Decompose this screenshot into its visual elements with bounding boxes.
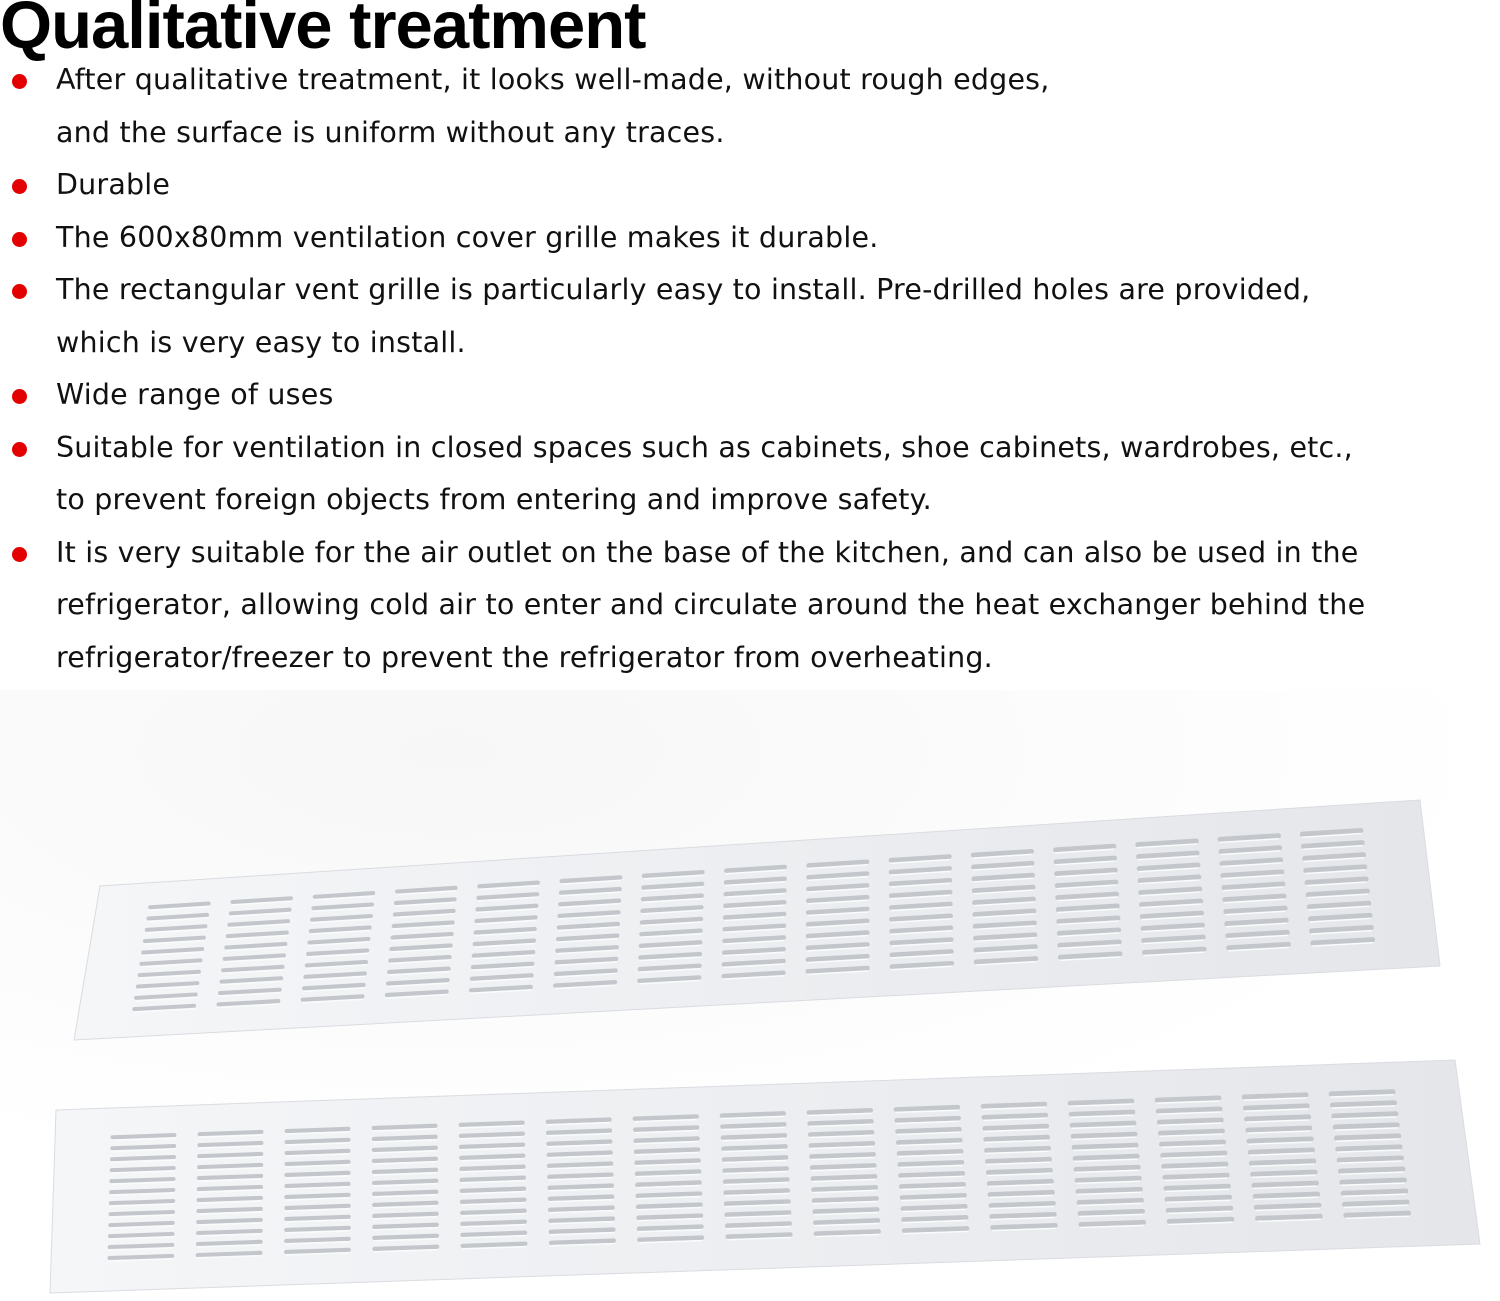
grille-slot	[1255, 1194, 1318, 1196]
feature-text: After qualitative treatment, it looks well-made, without rough edges, and the surface is uniform without any traces.	[56, 63, 1050, 149]
grille-slot	[110, 1223, 172, 1225]
feature-item	[0, 422, 1500, 527]
product-photo	[0, 690, 1500, 1297]
grille-slot	[1251, 1161, 1313, 1163]
grille-slot	[1159, 1120, 1221, 1122]
red-dot-icon	[12, 389, 27, 404]
grille-slot	[374, 1203, 436, 1205]
grille-slot	[374, 1159, 436, 1161]
grille-slot	[722, 1124, 784, 1126]
grille-slot	[985, 1126, 1047, 1128]
grille-slot	[1334, 1114, 1396, 1116]
grille-slot	[1343, 1191, 1406, 1193]
grille-slot	[1250, 1150, 1312, 1152]
grille-slot	[286, 1195, 348, 1197]
grille-slot	[983, 1104, 1045, 1106]
grille-slot	[1342, 1180, 1404, 1182]
grille-slot	[286, 1228, 349, 1230]
grille-slot	[462, 1189, 524, 1191]
grille-slot	[199, 1154, 261, 1156]
grille-slot	[199, 1176, 261, 1178]
grille-slot	[726, 1190, 788, 1192]
grille-slot	[899, 1151, 961, 1153]
grille-slot	[374, 1181, 436, 1183]
grille-slot	[903, 1206, 966, 1208]
feature-list	[0, 54, 1500, 684]
grille-slot	[1076, 1167, 1138, 1169]
grille-slot	[1249, 1139, 1311, 1141]
grille-slot	[548, 1120, 610, 1122]
grille-slot	[199, 1198, 261, 1200]
grille-slot	[111, 1212, 173, 1214]
grille-slot	[637, 1183, 699, 1185]
grille-slot	[1337, 1136, 1399, 1138]
grille-slot	[287, 1140, 349, 1142]
grille-slot	[1163, 1153, 1225, 1155]
grille-slot	[1253, 1172, 1315, 1174]
grille-slot	[1341, 1169, 1403, 1171]
grille-slot	[636, 1139, 698, 1141]
grille-slot	[111, 1201, 173, 1203]
grille-slot	[109, 1256, 172, 1258]
grille-slot	[1346, 1213, 1409, 1215]
grille-slot	[1345, 1202, 1408, 1204]
grille-slot	[635, 1117, 697, 1119]
grille-slot	[987, 1159, 1049, 1161]
grille-slot	[112, 1168, 174, 1170]
grille-slot	[724, 1157, 786, 1159]
grille-slot	[639, 1238, 702, 1240]
grille-slot	[110, 1234, 173, 1236]
grille-slot	[990, 1192, 1052, 1194]
grille-slot	[198, 1209, 260, 1211]
grille-slot	[1258, 1216, 1321, 1218]
grille-slot	[1165, 1175, 1227, 1177]
grille-slot	[1075, 1156, 1137, 1158]
grille-slot	[286, 1206, 348, 1208]
grille-slot	[1073, 1134, 1135, 1136]
grille-slot	[814, 1198, 876, 1200]
grille-slot	[550, 1208, 612, 1210]
grille-slot	[638, 1194, 700, 1196]
grille-slot	[727, 1213, 790, 1215]
grille-slot	[811, 1143, 873, 1145]
grille-slot	[992, 1214, 1055, 1216]
grille-slot	[1338, 1147, 1400, 1149]
grille-slot	[462, 1200, 524, 1202]
grille-slot	[286, 1173, 348, 1175]
grille-slot	[1157, 1098, 1219, 1100]
grille-slot	[815, 1220, 878, 1222]
grille-slot	[723, 1135, 785, 1137]
feature-item	[0, 212, 1500, 265]
feature-text: The rectangular vent grille is particularly easy to install. Pre-drilled holes are provided, which is very easy to install.	[56, 273, 1311, 359]
grille-slot	[984, 1115, 1046, 1117]
grille-slot	[638, 1205, 700, 1207]
grille-slot	[987, 1148, 1049, 1150]
grille-slot	[813, 1176, 875, 1178]
grille-slot	[461, 1167, 523, 1169]
grille-slot	[548, 1142, 610, 1144]
page-title: Qualitative treatment	[0, 0, 646, 63]
grille-slot	[635, 1128, 697, 1130]
grille-slot	[1072, 1123, 1134, 1125]
grille-slot	[896, 1107, 958, 1109]
grille-slot	[461, 1134, 523, 1136]
grille-slot	[1077, 1178, 1139, 1180]
grille-slot	[548, 1131, 610, 1133]
grille-slot	[1074, 1145, 1136, 1147]
grille-slot	[198, 1242, 261, 1244]
grille-slot	[726, 1202, 788, 1204]
grille-slot	[991, 1203, 1054, 1205]
feature-item	[0, 159, 1500, 212]
grille-slot	[1256, 1205, 1319, 1207]
grille-slot	[1164, 1164, 1226, 1166]
grille-slot	[374, 1137, 436, 1139]
grille-slot	[1081, 1222, 1144, 1224]
grille-slot	[199, 1143, 261, 1145]
grille-slot	[112, 1146, 174, 1148]
grille-slot	[287, 1162, 349, 1164]
grille-slot	[637, 1172, 699, 1174]
grille-slot	[374, 1170, 436, 1172]
grille-slot	[637, 1161, 699, 1163]
feature-text: Suitable for ventilation in closed spaces such as cabinets, shoe cabinets, wardrobes, etc., to prevent foreign objects from entering and improve safety.	[56, 430, 1353, 516]
grille-slot	[1339, 1158, 1401, 1160]
grille-slot	[639, 1227, 702, 1229]
grille-slot	[461, 1123, 523, 1125]
grille-slot	[198, 1231, 261, 1233]
grille-slot	[462, 1178, 524, 1180]
grille-slot	[287, 1129, 349, 1131]
grille-slot	[1166, 1186, 1228, 1188]
feature-text: Durable	[56, 168, 171, 201]
grille-slot	[900, 1162, 962, 1164]
grille-slot	[898, 1140, 960, 1142]
grille-slot	[728, 1235, 791, 1237]
grille-slot	[463, 1244, 526, 1246]
grille-slot	[988, 1170, 1050, 1172]
grille-slot	[374, 1247, 437, 1249]
grille-slot	[812, 1165, 874, 1167]
grille-slot	[904, 1228, 967, 1230]
grille-slot	[198, 1253, 261, 1255]
grille-slot	[904, 1217, 967, 1219]
grille-slot	[809, 1110, 871, 1112]
grille-slot	[374, 1236, 437, 1238]
grille-slot	[901, 1173, 963, 1175]
grille-slot	[810, 1121, 872, 1123]
grille-slot	[1244, 1095, 1306, 1097]
feature-item	[0, 369, 1500, 422]
grille-slot	[639, 1216, 702, 1218]
grille-slot	[812, 1154, 874, 1156]
grille-slot	[549, 1153, 611, 1155]
grille-slot	[199, 1165, 261, 1167]
feature-item	[0, 264, 1500, 369]
grille-slot	[1162, 1142, 1224, 1144]
grille-slot	[816, 1231, 879, 1233]
grille-slot	[722, 1113, 784, 1115]
grille-slot	[727, 1224, 790, 1226]
grille-slot	[287, 1151, 349, 1153]
grille-slot	[1071, 1112, 1133, 1114]
grille-slot	[198, 1220, 260, 1222]
grille-slot	[549, 1164, 611, 1166]
grille-slot	[1079, 1200, 1142, 1202]
grille-slot	[810, 1132, 872, 1134]
grille-slot	[1335, 1125, 1397, 1127]
grille-slot	[1247, 1117, 1309, 1119]
feature-item	[0, 54, 1500, 159]
grille-slot	[725, 1179, 787, 1181]
grille-slot	[462, 1211, 524, 1213]
grille-slot	[813, 1187, 875, 1189]
grille-slot	[1248, 1128, 1310, 1130]
grille-slot	[461, 1156, 523, 1158]
grille-slot	[200, 1132, 262, 1134]
grille-slot	[551, 1230, 614, 1232]
grille-slot	[374, 1192, 436, 1194]
feature-text: Wide range of uses	[56, 378, 334, 411]
grille-slot	[1245, 1106, 1307, 1108]
grille-slot	[1168, 1208, 1231, 1210]
red-dot-icon	[12, 74, 27, 89]
red-dot-icon	[12, 179, 27, 194]
feature-item	[0, 527, 1500, 685]
grille-slot	[1167, 1197, 1230, 1199]
grille-slot	[1333, 1103, 1395, 1105]
red-dot-icon	[12, 284, 27, 299]
feature-text: The 600x80mm ventilation cover grille makes it durable.	[56, 220, 879, 254]
grille-slot	[111, 1190, 173, 1192]
grille-slot	[1078, 1189, 1140, 1191]
grille-slot	[1160, 1131, 1222, 1133]
grille-slot	[898, 1129, 960, 1131]
grille-slot	[374, 1225, 437, 1227]
grille-slot	[286, 1250, 349, 1252]
grille-slot	[901, 1184, 963, 1186]
grille-slot	[110, 1245, 173, 1247]
grille-slot	[550, 1219, 613, 1221]
grille-slot	[461, 1145, 523, 1147]
grille-slot	[725, 1168, 787, 1170]
feature-text: It is very suitable for the air outlet on the base of the kitchen, and can also be used in the refrigerator, allowing cold air to enter and circulate around the heat exchanger behind the refrigerator/freezer to prevent the refrigerator from overheating.	[56, 535, 1366, 674]
red-dot-icon	[12, 547, 27, 562]
grille-slot	[897, 1118, 959, 1120]
grille-slot	[993, 1225, 1056, 1227]
grille-slot	[374, 1148, 436, 1150]
grille-slot	[986, 1137, 1048, 1139]
grille-slot	[286, 1239, 349, 1241]
grille-slot	[550, 1186, 612, 1188]
grille-slot	[1158, 1109, 1220, 1111]
grille-slot	[636, 1150, 698, 1152]
grille-slot	[286, 1217, 348, 1219]
grille-slot	[549, 1175, 611, 1177]
grille-slot	[1169, 1219, 1232, 1221]
grille-slot	[1331, 1092, 1393, 1094]
grille-slot	[374, 1126, 436, 1128]
grille-slot	[199, 1187, 261, 1189]
red-dot-icon	[12, 232, 27, 247]
red-dot-icon	[12, 442, 27, 457]
grille-slot	[1080, 1211, 1143, 1213]
grille-slot	[723, 1146, 785, 1148]
grille-slot	[111, 1179, 173, 1181]
grille-slot	[463, 1233, 526, 1235]
grille-slot	[550, 1197, 612, 1199]
grille-slot	[815, 1209, 878, 1211]
grille-slot	[462, 1222, 525, 1224]
grille-slot	[113, 1135, 175, 1137]
grille-slot	[1070, 1101, 1132, 1103]
grille-slot	[1254, 1183, 1316, 1185]
grille-slot	[902, 1195, 964, 1197]
grille-slot	[551, 1241, 614, 1243]
grille-slot	[286, 1184, 348, 1186]
grille-slot	[112, 1157, 174, 1159]
grille-slot	[989, 1181, 1051, 1183]
grille-slot	[374, 1214, 436, 1216]
vent-grilles-illustration	[0, 690, 1500, 1297]
